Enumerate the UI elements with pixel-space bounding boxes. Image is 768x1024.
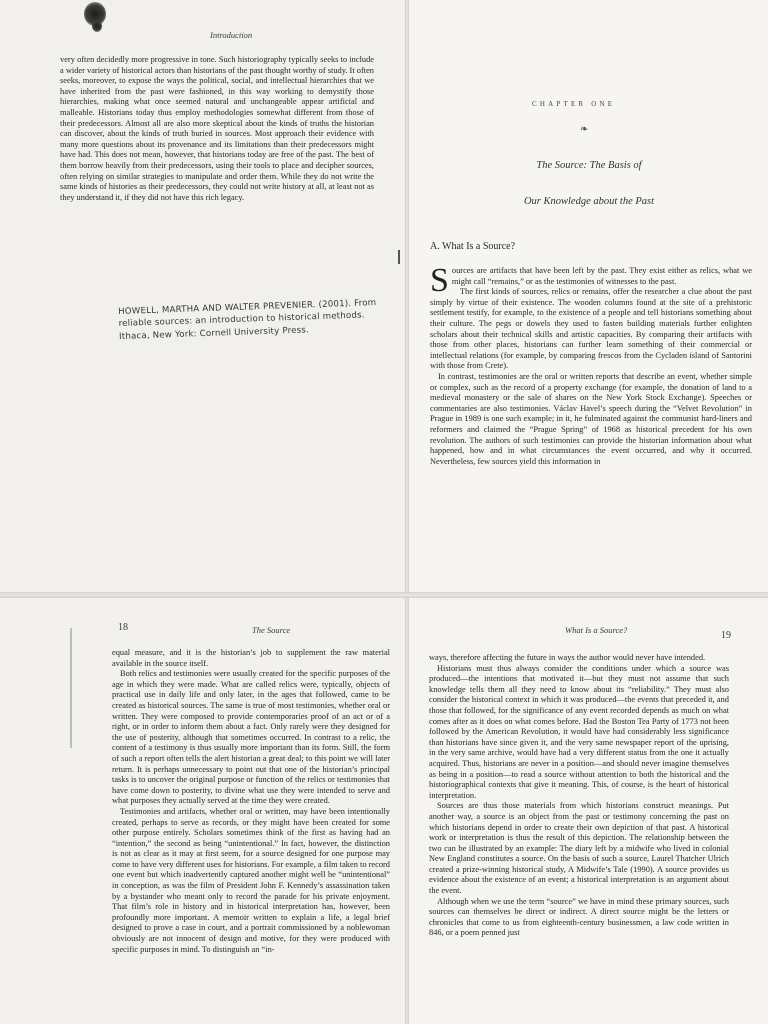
running-head: Introduction xyxy=(210,30,253,40)
running-head: What Is a Source? xyxy=(565,625,628,635)
body-text xyxy=(112,648,390,955)
paragraph: Historians must thus always consider the conditions under which a source was produced—the intentions that motivated it—but they must not assume that such knowledge tells them all they need to know about its “reliability.” They must also consider the historical context in which it was produced—the events that preceded it, and those that followed, for the significance of any event recorded depends as much on what comes after as it does on what comes before. Had the Boston Tea Party of 1773 not been followed by the American Revolution, it would have had considerably less significance than historians have since given it, and the very same newspaper report of the uprising, in the very same archive, would have had a very different status from the one it actually acquired. Thus, historians are never in a position—and should never imagine themselves as being in a position—to read a source without attention to both the historical and the historiographical contexts that give it meaning. This, of course, is the heart of historical interpretation. xyxy=(429,663,729,800)
body-text xyxy=(429,653,729,939)
chapter-label: CHAPTER ONE xyxy=(532,100,616,108)
chapter-title-line-1: The Source: The Basis of xyxy=(536,160,642,171)
paragraph: very often decidedly more progressive in tone. Such historiography typically seeks to include a wider variety of historical actors than historians of the past thought worthy of study. It often seeks, moreover, to expose the ways the political, social, and intellectual hierarchies that we have inherited from the past were fashioned, in this way working to demystify those hierarchies, making what once seemed natural and unchangeable appear artificial and malleable. Historians today thus employ methodologies somewhat different from those of their predecessors. Almost all are also more skeptical about the kinds of truths the historian can discover, about the kinds of truth buried in sources. Most approach their evidence with many more questions about its provenance and its limitations than their predecessors might have had. This does not mean, however, that historians today are free of the past. The best of them borrow heavily from their predecessors, using their tools to place and decipher sources, often relying on similar strategies to manipulate and order them. While they do not write the same kinds of histories as their predecessors, they could not write history at all, at least not as they understand it, if they did not have this rich legacy. xyxy=(60,55,374,202)
paragraph: ways, therefore affecting the future in ways the author would never have intended. xyxy=(429,653,706,662)
handwritten-citation: HOWELL, MARTHA AND WALTER PREVENIER. (2001). From reliable sources: an introduction to historical methods. Ithaca, New York: Cornell University Press. xyxy=(118,297,377,342)
body-text xyxy=(430,262,752,467)
page-number: 18 xyxy=(118,622,128,633)
paragraph: In contrast, testimonies are the oral or written reports that describe an event, whether simple or complex, such as the record of a property exchange (for example, the donation of land to a medieval monastery or the sale of shares on the New York Stock Exchange). Speeches or commentaries are also testimonies. Václav Havel’s speech during the “Velvet Revolution” in Prague in 1989 is one such example; in it, he fulminated against the communist hard-liners and reformers and claimed the “Prague Spring” of 1968 as historical precedent for his own revolution. The authors of such testimonies can provide the historian information about what happened, how and in what circumstances the event occurred, and why it occurred. Nevertheless, few sources yield this information in xyxy=(430,371,752,466)
paragraph: Testimonies and artifacts, whether oral or written, may have been intentionally created, perhaps to serve as records, or they might have been created for some other purpose entirely. Scholars sometimes think of the first as having had an “intention,” the second as being “unintentional.” In fact, however, the distinction is not as clear as it may at first seem, for a source designed for one purpose may come to have very different uses for historians. For example, a film taken to record one event but which inadvertently captured another might well be “unintentional” in conception, as was the film of President John F. Kennedy’s assassination taken by a bystander who meant only to record the parade for his private enjoyment. That film’s role in history and in historical interpretation has, however, been profoundly more important. A memoir written to explain a life, a legal brief designed to prove a case in court, and a portrait commissioned by a noblewoman obviously are not innocent of design and motive, for they were produced with specific purposes in mind. To distinguish an “in- xyxy=(112,806,390,954)
leaf-ornament-icon: ❧ xyxy=(580,124,589,135)
body-text xyxy=(60,55,374,203)
chapter-title-line-2: Our Knowledge about the Past xyxy=(523,196,655,207)
drop-cap: S xyxy=(430,262,449,299)
paragraph: Both relics and testimonies were usually created for the specific purposes of the age in which they were made. What are called relics were, typically, objects of practical use in daily life and only later, in the ages that followed, came to be created as historical sources. The same is true of most testimonies, whether oral or written. They were composed to provide contemporaries proof of an act or of a right, or in order to inform them about a fact. Only rarely were they designed for the use of posterity, although that sometimes occurred. In contrast to a relic, the content of a testimony is thus usually more important than its form. Still, the form of such a report often tells the alert historian a great deal; to this point we will later return. It is perhaps unnecessary to point out that one of the historian’s principal tasks is to uncover the original purpose or function of the relics or testimonies that have come down to posterity, to divine what use they were intended to serve and what purposes they actually served at the time they were created. xyxy=(112,669,390,806)
section-heading: A. What Is a Source? xyxy=(430,241,516,252)
scan-mark xyxy=(398,250,400,264)
paragraph: Although when we use the term “source” we have in mind these primary sources, such sources can themselves be direct or indirect. A direct source might be the letters or chronicles that come to us from eighteenth-century businessmen, a law code written in 846, or a poem penned just xyxy=(429,896,729,938)
running-head: The Source xyxy=(252,625,291,635)
page-chapter-one xyxy=(409,0,768,592)
binding-gutter xyxy=(405,0,409,1024)
paragraph-opening: Sources are artifacts that have been left by the past. They exist either as relics, what we might call “remains,” or as the testimonies of witnesses to the past. xyxy=(430,262,752,299)
page-18 xyxy=(0,598,405,1024)
scan-mark xyxy=(70,628,72,748)
scan-smudge xyxy=(92,20,102,32)
paragraph: equal measure, and it is the historian’s job to supplement the raw material available in the source itself. xyxy=(112,648,390,668)
page-19 xyxy=(409,598,768,1024)
paragraph: Sources are thus those materials from which historians construct meanings. Put another way, a source is an object from the past or testimony concerning the past on which historians depend in order to create their own depiction of that past. A historical work or interpretation is thus the result of this depiction. The relationship between the two can be illustrated by an example: The diary left by a midwife who lived in colonial New England constitutes a source. On the basis of such a source, Laurel Thatcher Ulrich created a prize-winning historical study, A Midwife’s Tale (1990). A source provides us evidence about the existence of an event; a historical interpretation is an argument about the event. xyxy=(429,801,729,896)
paragraph: The first kinds of sources, relics or remains, offer the researcher a clue about the past simply by virtue of their existence. The wooden columns found at the site of a prehistoric settlement testify, for example, to the existence of a people and tell historians something about their culture. The pegs or dowels they used to fasten building materials further enlighten scholars about their technical skills and artistic capacities. By comparing their artifacts with those from other places, historians can further learn something of their commercial or intellectual relations (for example, by comparing frescos from the Cycladen island of Santorini with those from Crete). xyxy=(430,287,752,371)
page-number: 19 xyxy=(721,630,731,641)
page-introduction xyxy=(0,0,405,592)
page-separator xyxy=(0,592,768,598)
